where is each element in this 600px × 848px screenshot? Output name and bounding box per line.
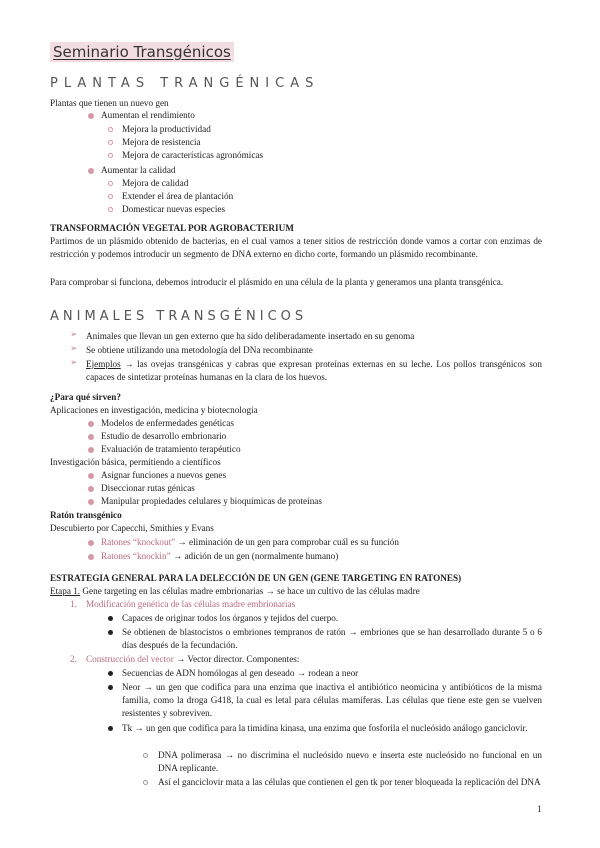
list-item: Diseccionar rutas génicas (101, 483, 195, 493)
raton-knockin-name: Ratones “knockin” (101, 551, 171, 561)
circle-bullet-icon (143, 753, 148, 758)
bullet-icon (108, 726, 113, 731)
transform-paragraph-1: Partimos de un plásmido obtenido de bacterias, en el cual vamos a tener sitios de restricción donde vamos a cortar con enzimas de restricción y podemos introducir un segmento de DNA externo en dicho corte, formando un plásmido recombinante. (50, 236, 542, 259)
step-label: Construcción del vector (86, 654, 174, 664)
step-label: Modificación genética de las células madre embrionarias (86, 599, 296, 609)
document-title: Seminario Transgénicos (50, 42, 234, 62)
list-item: Manipular propiedades celulares y bioquímicas de proteínas (101, 496, 322, 506)
arrow-bullet-icon: ➢ (70, 343, 78, 353)
step-number: 1. (70, 599, 77, 609)
bullet-icon (108, 671, 113, 676)
section-heading-animales: ANIMALES TRANSGÉNICOS (50, 309, 308, 324)
bullet-icon (88, 473, 94, 479)
aplicaciones-text: Aplicaciones en investigación, medicina y biotecnología (50, 405, 258, 415)
list-item (101, 550, 338, 563)
section-heading-plantas: PLANTAS TRANGÉNICAS (50, 76, 320, 91)
bullet-icon (88, 168, 94, 174)
list-item (101, 536, 399, 549)
raton-knockout-desc: → eliminación de un gen para comprobar cuál es su función (177, 537, 399, 547)
bullet-icon (88, 554, 94, 560)
circle-bullet-icon (108, 207, 113, 212)
etapa-text: Gene targeting en las células madre embrionarias → se hace un cultivo de las células madre (82, 586, 420, 596)
sub-list-item: Mejora de resistencia (122, 137, 201, 147)
raton-heading: Ratón transgénico (50, 510, 122, 520)
list-item: Aumentan el rendimiento (101, 110, 195, 120)
etapa-line (50, 585, 420, 598)
sub-list-item: Así el ganciclovir mata a las células que contienen el gen tk por tener bloqueada la replicación del DNA (158, 777, 541, 787)
bullet-icon (108, 616, 113, 621)
circle-bullet-icon (108, 194, 113, 199)
step-line (86, 653, 299, 666)
investigacion-text: Investigación básica, permitiendo a científicos (50, 457, 221, 467)
list-item: Neor → un gen que codifica para una enzima que inactiva el antibiótico neomicina y antibióticos de la misma familia, como la droga G418, la cual es letal para células mamíferas. Las células que tiene este gen se vuelven resistentes y sobreviven. (122, 682, 542, 718)
para-que-heading: ¿Para qué sirven? (50, 392, 121, 402)
step-suffix: → Vector director. Componentes: (176, 654, 300, 664)
estrategia-heading: ESTRATEGIA GENERAL PARA LA DELECCIÓN DE UN GEN (GENE TARGETING EN RATONES) (50, 573, 462, 583)
bullet-icon (108, 630, 113, 635)
example-label: Ejemplos (86, 359, 121, 369)
etapa-label: Etapa 1. (50, 586, 81, 596)
list-item: Se obtiene utilizando una metodología del DNa recombinante (86, 345, 313, 355)
bullet-icon (88, 421, 94, 427)
list-item: Aumentar la calidad (101, 165, 176, 175)
sub-list-item: Mejora la productividad (122, 124, 211, 134)
list-item: Tk → un gen que codifica para la timidina kinasa, una enzima que fosforila el nucleósido análogo ganciclovir. (122, 723, 528, 733)
raton-knockin-desc: → adición de un gen (normalmente humano) (172, 551, 339, 561)
transform-paragraph-2: Para comprobar si funciona, debemos introducir el plásmido en una célula de la planta y generamos una planta transgénica. (50, 277, 504, 287)
list-item: Se obtienen de blastocistos o embriones tempranos de ratón → embriones que se han desarrollado durante 5 o 6 días después de la fecundación. (122, 627, 542, 650)
bullet-icon (88, 113, 94, 119)
circle-bullet-icon (143, 780, 148, 785)
sub-list-item: DNA polimerasa → no discrimina el nucleósido nuevo e inserta este nucleósido no funcional en un DNA replicante. (158, 750, 542, 773)
list-item: Asignar funciones a nuevos genes (101, 470, 227, 480)
transform-heading: TRANSFORMACIÓN VEGETAL POR AGROBACTERIUM (50, 223, 294, 233)
example-paragraph (86, 358, 542, 384)
sub-list-item: Domesticar nuevas especies (122, 204, 226, 214)
list-item: Capaces de originar todos los órganos y tejidos del cuerpo. (122, 613, 339, 623)
list-item: Evaluación de tratamiento terapéutico (101, 444, 241, 454)
bullet-icon (88, 540, 94, 546)
list-item: Estudio de desarrollo embrionario (101, 431, 227, 441)
circle-bullet-icon (108, 153, 113, 158)
sub-list-item: Mejora de características agronómicas (122, 150, 264, 160)
sub-list-item: Mejora de calidad (122, 178, 189, 188)
bullet-icon (88, 499, 94, 505)
list-item: Animales que llevan un gen externo que ha sido deliberadamente insertado en su genoma (86, 331, 415, 341)
example-text: → las ovejas transgénicas y cabras que expresan proteínas externas en su leche. Los pollos transgénicos son capaces de sintetizar proteínas humanas en la clara de los huevos. (86, 359, 542, 382)
list-item: Modelos de enfermedades genéticas (101, 418, 234, 428)
descubierto-text: Descubierto por Capecchi, Smithies y Evans (50, 523, 214, 533)
list-item: Secuencias de ADN homólogas al gen deseado → rodean a neor (122, 668, 359, 678)
raton-knockout-name: Ratones “knockout” (101, 537, 176, 547)
bullet-icon (108, 685, 113, 690)
circle-bullet-icon (108, 140, 113, 145)
circle-bullet-icon (108, 127, 113, 132)
arrow-bullet-icon: ➢ (70, 329, 78, 339)
bullet-icon (88, 486, 94, 492)
step-number: 2. (70, 654, 77, 664)
arrow-bullet-icon: ➢ (70, 357, 78, 367)
page-number: 1 (537, 804, 542, 814)
bullet-icon (88, 434, 94, 440)
bullet-icon (88, 447, 94, 453)
sub-list-item: Extender el área de plantación (122, 191, 234, 201)
circle-bullet-icon (108, 181, 113, 186)
plantas-intro: Plantas que tienen un nuevo gen (50, 98, 169, 108)
